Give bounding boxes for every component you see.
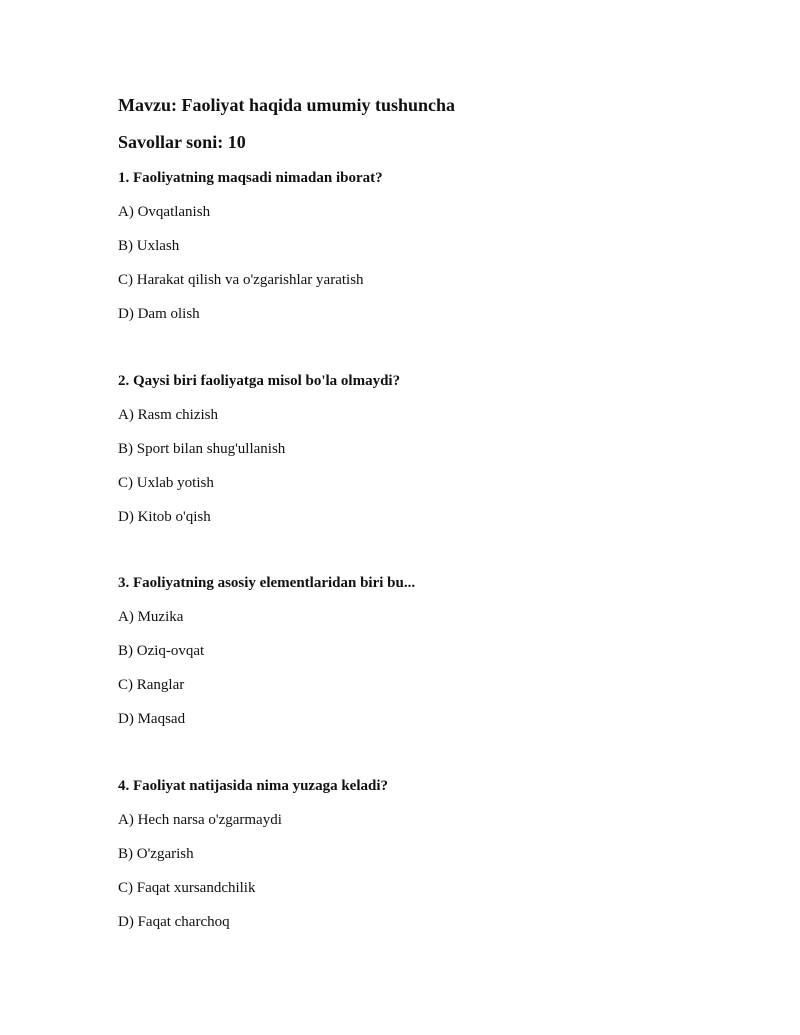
answer-option-a: A) Rasm chizish (118, 407, 218, 423)
answer-option-b: B) Sport bilan shug'ullanish (118, 441, 286, 457)
answer-option-c: C) Ranglar (118, 677, 185, 693)
answer-option-d: D) Faqat charchoq (118, 914, 230, 930)
answer-option-d: D) Dam olish (118, 306, 200, 322)
answer-option-c: C) Harakat qilish va o'zgarishlar yaratish (118, 272, 364, 288)
question-text: 2. Qaysi biri faoliyatga misol bo'la olmaydi? (118, 373, 401, 389)
answer-option-c: C) Faqat xursandchilik (118, 880, 256, 896)
topic-heading: Mavzu: Faoliyat haqida umumiy tushuncha (118, 95, 456, 115)
answer-option-a: A) Muzika (118, 609, 184, 625)
answer-option-d: D) Kitob o'qish (118, 509, 211, 525)
answer-option-a: A) Hech narsa o'zgarmaydi (118, 812, 282, 828)
answer-option-d: D) Maqsad (118, 711, 186, 727)
answer-option-b: B) O'zgarish (118, 846, 194, 862)
answer-option-b: B) Oziq-ovqat (118, 643, 205, 659)
answer-option-b: B) Uxlash (118, 238, 180, 254)
question-text: 3. Faoliyatning asosiy elementlaridan biri bu... (118, 575, 416, 591)
answer-option-a: A) Ovqatlanish (118, 204, 211, 220)
question-text: 4. Faoliyat natijasida nima yuzaga keladi? (118, 778, 389, 794)
question-text: 1. Faoliyatning maqsadi nimadan iborat? (118, 170, 383, 186)
answer-option-c: C) Uxlab yotish (118, 475, 214, 491)
question-count-heading: Savollar soni: 10 (118, 132, 246, 152)
